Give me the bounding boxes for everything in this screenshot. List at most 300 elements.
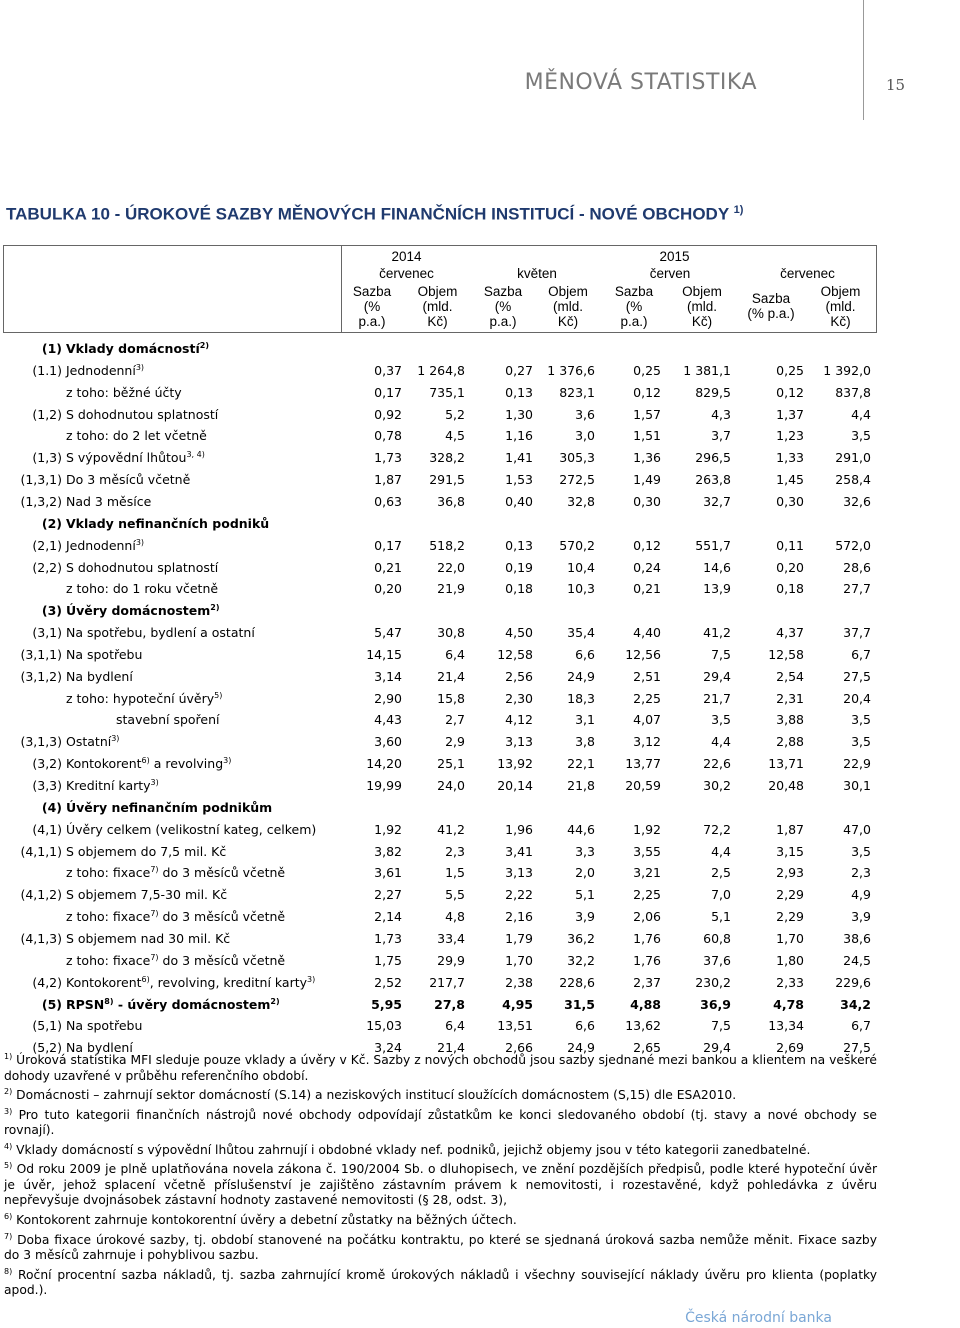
volume-cell: 25,1 (437, 756, 465, 772)
volume-cell: 22,9 (843, 756, 871, 772)
row-label: S dohodnutou splatností (66, 559, 219, 575)
volume-cell: 217,7 (429, 974, 465, 990)
table-row (0, 730, 960, 752)
row-code: (2,2) (32, 559, 62, 575)
rate-cell: 13,51 (497, 1018, 533, 1034)
footnote: $^{2)}$ Domácnosti – zahrnují sektor domácností (S.14) a neziskových institucí sloužících domácnostem (S,15) dle ESA2010. (4, 1087, 737, 1103)
row-code: (4,1,3) (20, 930, 62, 946)
volume-cell: 6,7 (851, 646, 871, 662)
rate-cell: 0,12 (776, 384, 804, 400)
rate-cell: 0,37 (374, 362, 402, 378)
volume-cell: 22,1 (567, 756, 595, 772)
volume-cell: 3,5 (851, 712, 871, 728)
rate-cell: 12,58 (497, 646, 533, 662)
volume-cell: 3,5 (851, 428, 871, 444)
rate-cell: 2,14 (374, 909, 402, 925)
rate-cell: 2,90 (374, 690, 402, 706)
row-code: (4,2) (32, 974, 62, 990)
volume-cell: 72,2 (703, 821, 731, 837)
rate-cell: 4,40 (633, 625, 661, 641)
row-label: Nad 3 měsíce (66, 493, 152, 509)
rate-cell: 13,34 (768, 1018, 804, 1034)
volume-cell: 36,9 (700, 996, 731, 1012)
rate-cell: 0,11 (776, 537, 804, 553)
row-code: (1,3) (32, 450, 62, 466)
volume-cell: 551,7 (695, 537, 731, 553)
volume-cell: 6,7 (851, 1018, 871, 1034)
volume-cell: 21,4 (437, 1040, 465, 1056)
volume-cell: 22,6 (703, 756, 731, 772)
table-row (0, 534, 960, 556)
rate-cell: 13,92 (497, 756, 533, 772)
rate-cell: 1,36 (633, 450, 661, 466)
volume-cell: 3,6 (575, 406, 595, 422)
table-row (0, 927, 960, 949)
row-label: Na spotřebu, bydlení a ostatní (66, 625, 255, 641)
rate-cell: 1,57 (633, 406, 661, 422)
row-label: Vklady domácností$^{2)}$ (66, 341, 209, 357)
rate-cell: 2,88 (776, 734, 804, 750)
volume-cell: 570,2 (559, 537, 595, 553)
volume-cell: 228,6 (559, 974, 595, 990)
table-row (0, 665, 960, 687)
volume-cell: 2,7 (445, 712, 465, 728)
volume-cell: 15,8 (437, 690, 465, 706)
rate-cell: 2,37 (633, 974, 661, 990)
rate-cell: 0,18 (776, 581, 804, 597)
rate-cell: 2,30 (505, 690, 533, 706)
volume-cell: 7,5 (711, 646, 731, 662)
row-label: Úvěry celkem (velikostní kateg, celkem) (66, 821, 317, 837)
rate-cell: 2,65 (633, 1040, 661, 1056)
footer-brand: Česká národní banka (685, 1310, 832, 1326)
volume-cell: 32,2 (567, 952, 595, 968)
volume-cell: 18,3 (567, 690, 595, 706)
rate-cell: 2,93 (776, 865, 804, 881)
rate-cell: 3,55 (633, 843, 661, 859)
volume-cell: 1 392,0 (823, 362, 871, 378)
volume-cell: 29,4 (703, 1040, 731, 1056)
volume-cell: 24,5 (843, 952, 871, 968)
row-label: z toho: do 2 let včetně (66, 428, 207, 444)
row-label: Úvěry domácnostem$^{2)}$ (66, 603, 220, 619)
table-title: TABULKA 10 - ÚROKOVÉ SAZBY MĚNOVÝCH FINANČNÍCH INSTITUCÍ - NOVÉ OBCHODY $^{1)}$ (6, 204, 744, 224)
rate-cell: 0,25 (776, 362, 804, 378)
month-header: červenec (780, 266, 835, 281)
table-row (0, 359, 960, 381)
volume-cell: 6,4 (445, 1018, 465, 1034)
volume-cell: 4,4 (851, 406, 871, 422)
rate-cell: 0,13 (505, 537, 533, 553)
volume-cell: 3,5 (851, 734, 871, 750)
row-code: (1,2) (32, 406, 62, 422)
row-label: z toho: hypoteční úvěry$^{5)}$ (66, 690, 223, 706)
month-header: květen (517, 266, 557, 281)
rate-cell: 3,13 (505, 865, 533, 881)
rate-cell: 1,76 (633, 930, 661, 946)
rate-cell: 3,24 (374, 1040, 402, 1056)
row-label: Do 3 měsíců včetně (66, 472, 191, 488)
volume-cell: 518,2 (429, 537, 465, 553)
row-label: Úvěry nefinančním podnikům (66, 799, 273, 815)
volume-cell: 21,9 (437, 581, 465, 597)
rate-cell: 20,48 (768, 778, 804, 793)
rate-cell: 14,15 (366, 646, 402, 662)
rate-cell: 0,92 (374, 406, 402, 422)
row-label: RPSN$^{8)}$ - úvěry domácnostem$^{2)}$ (66, 996, 280, 1012)
volume-cell: 272,5 (559, 472, 595, 488)
volume-cell: 4,9 (851, 887, 871, 903)
row-code: (4,1,2) (20, 887, 62, 903)
rate-cell: 20,14 (497, 778, 533, 793)
volume-cell: 21,8 (567, 778, 595, 793)
rate-cell: 1,49 (633, 472, 661, 488)
volume-cell: 4,5 (445, 428, 465, 444)
row-label: Na bydlení (66, 1040, 133, 1056)
table-row (0, 883, 960, 905)
volume-cell: 1 381,1 (683, 362, 731, 378)
rate-cell: 0,78 (374, 428, 402, 444)
rate-cell: 4,07 (633, 712, 661, 728)
footnote: $^{7)}$ Doba fixace úrokové sazby, tj. období stanovené na počátku kontraktu, po které se sjednaná úroková sazba nemůže měnit. Fixace sazby do 3 měsíců zahrnuje i pohyblivou sazbu. (4, 1231, 877, 1263)
rate-cell: 0,18 (505, 581, 533, 597)
month-header: červenec (379, 266, 434, 281)
rate-cell: 3,21 (633, 865, 661, 881)
rate-cell: 1,33 (776, 450, 804, 466)
volume-cell: 230,2 (695, 974, 731, 990)
volume-cell: 31,5 (564, 996, 595, 1012)
volume-cell: 7,5 (711, 1018, 731, 1034)
rate-cell: 1,16 (505, 428, 533, 444)
volume-cell: 823,1 (559, 384, 595, 400)
rate-cell: 2,25 (633, 887, 661, 903)
rate-cell: 2,69 (776, 1040, 804, 1056)
rate-cell: 2,56 (505, 668, 533, 684)
rate-cell: 1,79 (505, 930, 533, 946)
page-number: 15 (886, 76, 906, 94)
volume-cell: 6,6 (575, 646, 595, 662)
volume-cell: 1 376,6 (547, 362, 595, 378)
volume-cell: 3,1 (575, 712, 595, 728)
rate-cell: 12,56 (625, 646, 661, 662)
rate-cell: 4,95 (502, 996, 533, 1012)
rate-cell: 0,24 (633, 559, 661, 575)
volume-cell: 27,8 (434, 996, 465, 1012)
volume-cell: 33,4 (437, 930, 465, 946)
row-label: Kreditní karty$^{3)}$ (66, 778, 159, 794)
volume-cell: 2,3 (851, 865, 871, 881)
table-row (0, 403, 960, 425)
volume-cell: 6,6 (575, 1018, 595, 1034)
rate-cell: 4,50 (505, 625, 533, 641)
row-label: S výpovědní lhůtou$^{3, 4)}$ (66, 450, 205, 466)
volume-cell: 28,6 (843, 559, 871, 575)
rate-cell: 5,95 (371, 996, 402, 1012)
volume-cell: 229,6 (835, 974, 871, 990)
volume-cell: 5,1 (575, 887, 595, 903)
volume-cell: 296,5 (695, 450, 731, 466)
rate-cell: 1,37 (776, 406, 804, 422)
table-row (0, 993, 960, 1015)
footnote: $^{6)}$ Kontokorent zahrnuje kontokorentní úvěry a debetní zůstatky na běžných účtech. (4, 1211, 517, 1228)
rate-cell: 0,40 (505, 493, 533, 509)
row-label: S objemem nad 30 mil. Kč (66, 930, 231, 946)
rate-cell: 1,76 (633, 952, 661, 968)
table-row (0, 861, 960, 883)
volume-cell: 41,2 (437, 821, 465, 837)
table-row (0, 424, 960, 446)
volume-cell: 1,5 (445, 865, 465, 881)
row-label: z toho: do 1 roku včetně (66, 581, 219, 597)
volume-cell: 22,0 (437, 559, 465, 575)
row-code: (4,1,1) (20, 843, 62, 859)
rate-cell: 1,53 (505, 472, 533, 488)
row-label: z toho: běžné účty (66, 384, 182, 400)
rate-cell: 4,43 (374, 712, 402, 728)
rate-cell: 3,82 (374, 843, 402, 859)
row-code: (5,2) (32, 1040, 62, 1056)
row-code: (3,3) (32, 778, 62, 793)
row-label: z toho: fixace$^{7)}$ do 3 měsíců včetně (66, 952, 286, 968)
rate-cell: 2,33 (776, 974, 804, 990)
row-label: z toho: fixace$^{7)}$ do 3 měsíců včetně (66, 865, 286, 881)
rate-cell: 4,12 (505, 712, 533, 728)
volume-column-header: Objem (mld. Kč) (417, 284, 458, 329)
rate-cell: 0,30 (776, 493, 804, 509)
row-code: (1.1) (32, 362, 62, 378)
rate-cell: 3,13 (505, 734, 533, 750)
volume-cell: 5,1 (711, 909, 731, 925)
volume-cell: 1 264,8 (417, 362, 465, 378)
row-code: (4) (41, 799, 62, 815)
footnotes (4, 1049, 877, 1299)
volume-cell: 24,9 (567, 668, 595, 684)
rate-cell: 15,03 (366, 1018, 402, 1034)
rate-cell: 2,54 (776, 668, 804, 684)
volume-cell: 4,4 (711, 734, 731, 750)
volume-cell: 291,5 (429, 472, 465, 488)
volume-cell: 41,2 (703, 625, 731, 641)
footnote: $^{8)}$ Roční procentní sazba nákladů, tj. sazba zahrnující kromě úrokových nákladů i všechny související náklady úvěru pro klienta (poplatky apod.). (4, 1266, 877, 1298)
volume-column-header: Objem (mld. Kč) (548, 284, 588, 329)
rate-cell: 1,23 (776, 428, 804, 444)
rate-cell: 1,45 (776, 472, 804, 488)
rate-cell: 0,19 (505, 559, 533, 575)
table-row (0, 381, 960, 403)
volume-cell: 32,8 (567, 493, 595, 509)
rate-cell: 2,31 (776, 690, 804, 706)
rate-cell: 0,20 (374, 581, 402, 597)
row-code: (5) (41, 996, 62, 1012)
rate-cell: 13,77 (625, 756, 661, 772)
rate-column-header: Sazba (% p.a.) (483, 284, 523, 329)
rate-cell: 19,99 (366, 778, 402, 793)
rate-cell: 14,20 (366, 756, 402, 772)
row-label: z toho: fixace$^{7)}$ do 3 měsíců včetně (66, 909, 286, 925)
row-code: (4,1) (32, 821, 62, 837)
volume-cell: 735,1 (429, 384, 465, 400)
year-2014: 2014 (391, 249, 422, 264)
volume-cell: 5,5 (445, 887, 465, 903)
row-code: (3,2) (32, 756, 62, 772)
row-code: (3,1,2) (20, 668, 62, 684)
row-label: Ostatní$^{3)}$ (66, 734, 120, 750)
rate-cell: 0,27 (505, 362, 533, 378)
rate-cell: 1,73 (374, 930, 402, 946)
volume-cell: 7,0 (711, 887, 731, 903)
volume-cell: 3,0 (575, 428, 595, 444)
volume-cell: 32,6 (843, 493, 871, 509)
rate-cell: 3,61 (374, 865, 402, 881)
volume-cell: 21,7 (703, 690, 731, 706)
row-code: (3) (41, 603, 62, 619)
row-label: Jednodenní$^{3)}$ (66, 362, 145, 378)
table-row (0, 577, 960, 599)
rate-cell: 2,22 (505, 887, 533, 903)
table-row (0, 796, 960, 818)
footnote: $^{3)}$ Pro tuto kategorii finančních nástrojů nové obchody odpovídají zůstatkům ke konci sledovaného období (tj. stavy a nové obchody se rovnají). (4, 1106, 877, 1138)
volume-cell: 27,5 (843, 1040, 871, 1056)
rate-column-header: Sazba (% p.a.) (352, 284, 392, 329)
volume-cell: 6,4 (445, 646, 465, 662)
rate-cell: 12,58 (768, 646, 804, 662)
rate-cell: 1,73 (374, 450, 402, 466)
rate-cell: 4,88 (630, 996, 661, 1012)
row-label: stavební spoření (116, 712, 220, 728)
volume-cell: 44,6 (567, 821, 595, 837)
row-code: (3,1) (32, 625, 62, 641)
rate-cell: 2,66 (505, 1040, 533, 1056)
volume-cell: 13,9 (703, 581, 731, 597)
row-code: (3,1,3) (20, 734, 62, 750)
rate-cell: 3,14 (374, 668, 402, 684)
volume-cell: 14,6 (703, 559, 731, 575)
rate-cell: 0,12 (633, 384, 661, 400)
rate-cell: 4,37 (776, 625, 804, 641)
rate-cell: 13,62 (625, 1018, 661, 1034)
volume-cell: 38,6 (843, 930, 871, 946)
page-header-title: MĚNOVÁ STATISTIKA (524, 70, 757, 95)
rate-cell: 1,41 (505, 450, 533, 466)
volume-cell: 10,3 (567, 581, 595, 597)
volume-cell: 4,8 (445, 909, 465, 925)
volume-cell: 30,2 (703, 778, 731, 793)
table-row (0, 468, 960, 490)
volume-cell: 36,2 (567, 930, 595, 946)
table-row (0, 840, 960, 862)
row-label: S objemem 7,5-30 mil. Kč (66, 887, 228, 903)
rate-cell: 2,16 (505, 909, 533, 925)
volume-cell: 35,4 (567, 625, 595, 641)
rate-cell: 1,30 (505, 406, 533, 422)
rate-cell: 3,12 (633, 734, 661, 750)
volume-cell: 24,0 (437, 778, 465, 793)
table-row (0, 774, 960, 796)
volume-cell: 2,3 (445, 843, 465, 859)
rate-column-header: Sazba (% p.a.) (614, 284, 654, 329)
volume-cell: 24,9 (567, 1040, 595, 1056)
rate-cell: 2,51 (633, 668, 661, 684)
table-row (0, 556, 960, 578)
rate-cell: 1,51 (633, 428, 661, 444)
volume-cell: 5,2 (445, 406, 465, 422)
rate-cell: 2,52 (374, 974, 402, 990)
year-2015: 2015 (659, 249, 690, 264)
volume-cell: 34,2 (840, 996, 871, 1012)
rate-cell: 0,20 (776, 559, 804, 575)
table-row (0, 708, 960, 730)
volume-cell: 37,6 (703, 952, 731, 968)
row-code: (3,1,1) (20, 646, 62, 662)
volume-cell: 3,5 (711, 712, 731, 728)
table-row (0, 1014, 960, 1036)
table-row (0, 905, 960, 927)
table-row (0, 446, 960, 468)
rate-cell: 0,13 (505, 384, 533, 400)
volume-cell: 3,7 (711, 428, 731, 444)
rate-cell: 0,21 (633, 581, 661, 597)
rate-cell: 13,71 (768, 756, 804, 772)
volume-cell: 291,0 (835, 450, 871, 466)
table-row (0, 949, 960, 971)
table-row (0, 752, 960, 774)
volume-cell: 32,7 (703, 493, 731, 509)
rate-column-header: Sazba (% p.a.) (747, 291, 795, 321)
volume-column-header: Objem (mld. Kč) (682, 284, 722, 329)
rate-cell: 1,92 (633, 821, 661, 837)
volume-cell: 572,0 (835, 537, 871, 553)
volume-cell: 837,8 (835, 384, 871, 400)
volume-cell: 29,9 (437, 952, 465, 968)
volume-cell: 2,9 (445, 734, 465, 750)
footnote: $^{5)}$ Od roku 2009 je plně uplatňována novela zákona č. 190/2004 Sb. o dluhopisech, ve znění pozdějších předpisů, podle které hypoteční úvěr je úvěr, jehož splacení včetně příslušenství je zajištěno zástavním právem k nemovitosti, i rozestavěné, když pohledávka z úvěru nepřevyšuje dvojnásobek zástavní hodnoty zastavené nemovitosti (§ 28, odst. 3), (4, 1161, 877, 1208)
volume-cell: 2,0 (575, 865, 595, 881)
volume-cell: 60,8 (703, 930, 731, 946)
rate-cell: 2,29 (776, 887, 804, 903)
volume-cell: 3,9 (575, 909, 595, 925)
volume-cell: 37,7 (843, 625, 871, 641)
volume-cell: 263,8 (695, 472, 731, 488)
rate-cell: 1,75 (374, 952, 402, 968)
rate-cell: 0,17 (374, 537, 402, 553)
volume-cell: 10,4 (567, 559, 595, 575)
volume-cell: 829,5 (695, 384, 731, 400)
rate-cell: 2,38 (505, 974, 533, 990)
row-code: (1,3,2) (20, 493, 62, 509)
table-row (0, 599, 960, 621)
rate-cell: 3,41 (505, 843, 533, 859)
table-row (0, 687, 960, 709)
rate-cell: 1,70 (776, 930, 804, 946)
row-code: (1) (41, 341, 62, 356)
rate-cell: 1,80 (776, 952, 804, 968)
row-label: Na spotřebu (66, 646, 143, 662)
rate-cell: 0,12 (633, 537, 661, 553)
volume-cell: 29,4 (703, 668, 731, 684)
rate-cell: 3,60 (374, 734, 402, 750)
volume-column-header: Objem (mld. Kč) (820, 284, 861, 329)
volume-cell: 328,2 (429, 450, 465, 466)
volume-cell: 30,8 (437, 625, 465, 641)
rate-cell: 1,70 (505, 952, 533, 968)
row-code: (1,3,1) (20, 472, 62, 488)
rate-cell: 2,25 (633, 690, 661, 706)
volume-cell: 27,5 (843, 668, 871, 684)
row-label: Jednodenní$^{3)}$ (66, 537, 145, 553)
row-label: S objemem do 7,5 mil. Kč (66, 843, 227, 859)
volume-cell: 47,0 (843, 821, 871, 837)
table-row (0, 490, 960, 512)
